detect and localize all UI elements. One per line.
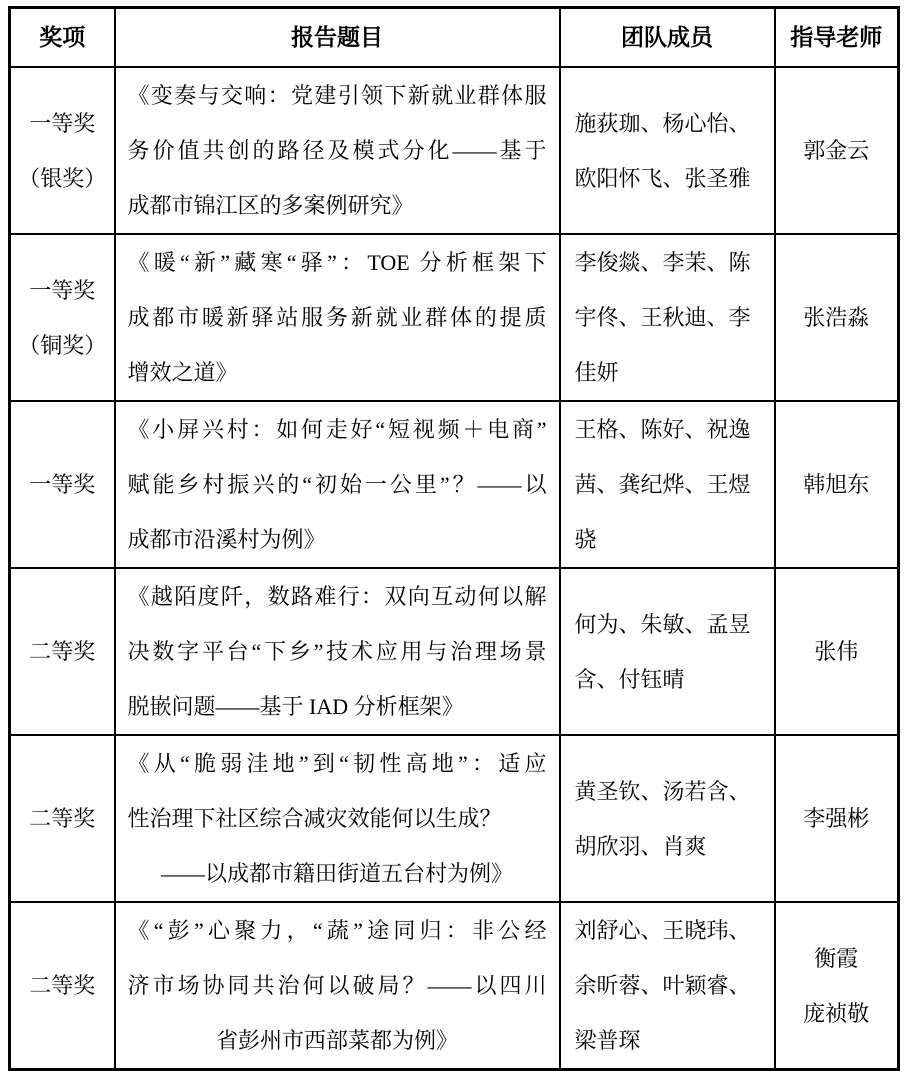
text-line: 茜、龚纪烨、王煜 xyxy=(574,472,751,497)
award-cell xyxy=(10,568,115,735)
advisor-cell xyxy=(775,67,899,234)
text-line: 《暖“新”藏寒“驿”：TOE 分析框架下 xyxy=(127,250,547,275)
award-cell xyxy=(10,401,115,568)
members-cell xyxy=(560,568,775,735)
advisor-cell xyxy=(775,401,899,568)
awards-table xyxy=(8,6,900,1071)
text-line: 李强彬 xyxy=(803,806,870,831)
text-line: 黄圣钦、汤若含、 xyxy=(574,778,751,804)
award-cell xyxy=(10,234,115,401)
table-row xyxy=(10,735,899,902)
text-line: 李俊燚、李茉、陈 xyxy=(574,250,751,275)
text-line: 《变奏与交响：党建引领下新就业群体服 xyxy=(127,83,547,108)
text-line: （银奖） xyxy=(18,165,107,191)
text-line: 庞祯敬 xyxy=(803,1000,870,1026)
text-line: 何为、朱敏、孟昱 xyxy=(574,611,751,637)
advisor-cell xyxy=(775,735,899,902)
title-cell xyxy=(115,67,560,234)
column-header-members: 团队成员 xyxy=(560,8,775,68)
text-line: 济市场协同共治何以破局？——以四川 xyxy=(127,973,547,998)
text-line: 梁普琛 xyxy=(574,1028,641,1053)
text-line: 张浩淼 xyxy=(803,305,870,330)
members-cell xyxy=(560,401,775,568)
text-line: 一等奖 xyxy=(29,277,96,303)
text-line: 增效之道》 xyxy=(127,360,238,385)
title-cell xyxy=(115,234,560,401)
table-row xyxy=(10,568,899,735)
text-line: （铜奖） xyxy=(18,332,107,358)
text-line: 张伟 xyxy=(814,639,859,664)
text-line: 《“彭”心聚力，“蔬”途同归：非公经 xyxy=(127,918,547,943)
text-line: 省彭州市西部菜都为例》 xyxy=(215,1028,458,1053)
table-row xyxy=(10,401,899,568)
members-cell xyxy=(560,67,775,234)
text-line: 成都市锦江区的多案例研究》 xyxy=(127,193,414,218)
text-line: 王格、陈好、祝逸 xyxy=(574,417,751,442)
title-cell xyxy=(115,735,560,902)
text-line: 胡欣羽、肖爽 xyxy=(574,833,707,859)
text-line: 施荻珈、杨心怡、 xyxy=(574,110,751,136)
column-header-advisor: 指导老师 xyxy=(775,8,899,68)
title-cell xyxy=(115,902,560,1070)
text-line: 决数字平台“下乡”技术应用与治理场景 xyxy=(127,639,547,664)
award-cell xyxy=(10,902,115,1070)
table-row xyxy=(10,67,899,234)
text-line: 一等奖 xyxy=(29,110,96,136)
members-cell xyxy=(560,735,775,902)
text-line: 佳妍 xyxy=(574,360,619,385)
advisor-cell xyxy=(775,902,899,1070)
text-line: 衡霞 xyxy=(814,945,859,971)
text-line: 一等奖 xyxy=(29,472,96,497)
text-line: 刘舒心、王晓玮、 xyxy=(574,918,751,943)
text-line: 宇佟、王秋迪、李 xyxy=(574,305,751,330)
table-row xyxy=(10,902,899,1070)
award-cell xyxy=(10,735,115,902)
text-line: 余昕蓉、叶颖睿、 xyxy=(574,973,751,998)
advisor-cell xyxy=(775,234,899,401)
text-line: 务价值共创的路径及模式分化——基于 xyxy=(127,138,547,163)
members-cell xyxy=(560,902,775,1070)
text-line: 含、付钰晴 xyxy=(574,666,685,692)
text-line: 《从“脆弱洼地”到“韧性高地”：适应 xyxy=(127,751,547,776)
table-row xyxy=(10,234,899,401)
title-cell xyxy=(115,568,560,735)
text-line: 《小屏兴村：如何走好“短视频＋电商” xyxy=(127,417,547,442)
text-line: ——以成都市籍田街道五台村为例》 xyxy=(160,861,513,886)
text-line: 二等奖 xyxy=(29,639,96,664)
text-line: 脱嵌问题——基于 IAD 分析框架》 xyxy=(127,694,464,719)
text-line: 赋能乡村振兴的“初始一公里”？——以 xyxy=(127,472,547,497)
award-cell xyxy=(10,67,115,234)
table-header-row xyxy=(10,8,899,68)
text-line: 韩旭东 xyxy=(803,472,870,497)
text-line: 成都市沿溪村为例》 xyxy=(127,527,326,552)
text-line: 成都市暖新驿站服务新就业群体的提质 xyxy=(127,305,547,330)
text-line: 《越陌度阡，数路难行：双向互动何以解 xyxy=(127,584,547,609)
column-header-title: 报告题目 xyxy=(115,8,560,68)
text-line: 骁 xyxy=(574,527,597,552)
advisor-cell xyxy=(775,568,899,735)
members-cell xyxy=(560,234,775,401)
text-line: 二等奖 xyxy=(29,806,96,831)
title-cell xyxy=(115,401,560,568)
text-line: 欧阳怀飞、张圣雅 xyxy=(574,165,751,191)
column-header-award: 奖项 xyxy=(10,8,115,68)
text-line: 二等奖 xyxy=(29,973,96,998)
text-line: 性治理下社区综合减灾效能何以生成？ xyxy=(127,806,502,831)
awards-table-body xyxy=(10,67,899,1070)
text-line: 郭金云 xyxy=(803,138,870,163)
